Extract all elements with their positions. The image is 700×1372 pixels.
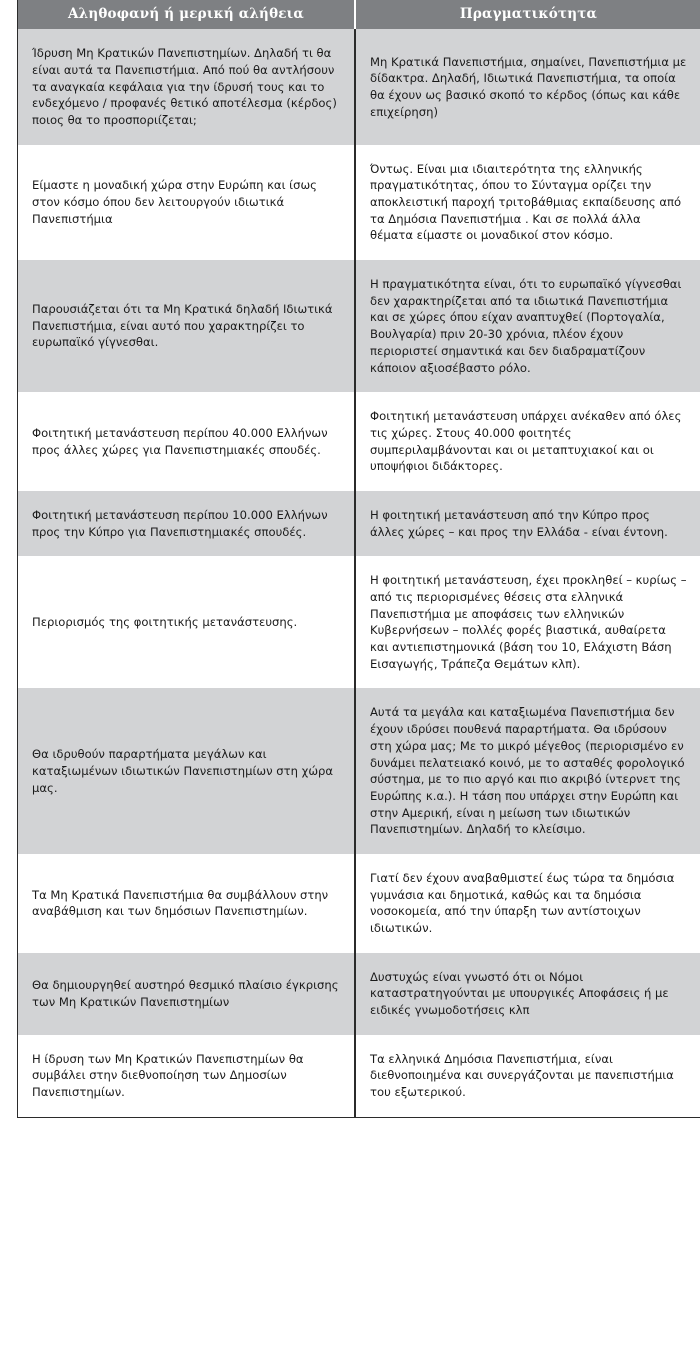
- row-claim-text: Φοιτητική μετανάστευση περίπου 10.000 Ελλήνων προς την Κύπρο για Πανεπιστημιακές σπουδές.: [32, 507, 328, 539]
- row-reality-text: Όντως. Είναι μια ιδιαιτερότητα της ελληνικής πραγματικότητας, όπου το Σύνταγμα ορίζει την αποκλειστική παροχή τριτοβάθμιας εκπαίδευσης από τα Δημόσια Πανεπιστήμια . Και σε πολλά άλλα θέματα είμαστε οι μοναδικοί στον κόσμο.: [370, 161, 682, 243]
- row-claim-text: Ίδρυση Μη Κρατικών Πανεπιστημίων. Δηλαδή τι θα είναι αυτά τα Πανεπιστήμια. Από πού θα αντλήσουν τα αναγκαία κεφάλαια για την ίδρυσή τους και το ενδεχόμενο / προφανές θετικό αποτέλεσμα (κέρδος) ποιος θα το προσποριίζεται;: [32, 46, 337, 127]
- row-claim-text: Περιορισμός της φοιτητικής μετανάστευσης.: [32, 615, 298, 630]
- row-reality-cell: [355, 392, 700, 491]
- table-row: [18, 145, 700, 260]
- table-row: [18, 953, 700, 1035]
- header-row: [18, 0, 700, 29]
- table-row: [18, 491, 700, 556]
- row-reality-cell: [355, 145, 700, 260]
- row-reality-text: Η φοιτητική μετανάστευση, έχει προκληθεί – κυρίως – από τις περιορισμένες θέσεις στα ελληνικά Πανεπιστήμια με αποφάσεις των ελληνικών Κυβερνήσεων – πολλές φορές βιαστικά, αυθαίρετα και αντιεπιστημονικά (βάση του 10, Ελάχιστη Βάση Εισαγωγής, Τράπεζα Θεμάτων κλπ).: [370, 573, 687, 671]
- row-claim-cell: [18, 953, 356, 1035]
- row-claim-cell: [18, 491, 356, 556]
- row-claim-text: Φοιτητική μετανάστευση περίπου 40.000 Ελλήνων προς άλλες χώρες για Πανεπιστημιακές σπουδές.: [32, 425, 328, 457]
- table-row: [18, 688, 700, 854]
- table-row: [18, 29, 700, 144]
- row-reality-cell: [355, 556, 700, 688]
- table-row: [18, 1035, 700, 1118]
- table-body: [18, 29, 700, 1117]
- row-claim-cell: [18, 688, 356, 854]
- comparison-table: [17, 0, 700, 1118]
- row-reality-cell: [355, 29, 700, 144]
- row-reality-cell: [355, 953, 700, 1035]
- row-reality-text: Μη Κρατικά Πανεπιστήμια, σημαίνει, Πανεπιστήμια με δίδακτρα. Δηλαδή, Ιδιωτικά Πανεπιστήμια, τα οποία θα έχουν ως βασικό σκοπό το κέρδος (όπως και κάθε επιχείρηση): [370, 54, 687, 119]
- row-claim-text: Θα δημιουργηθεί αυστηρό θεσμικό πλαίσιο έγκρισης των Μη Κρατικών Πανεπιστημίων: [32, 978, 339, 1009]
- row-claim-text: Είμαστε η μοναδική χώρα στην Ευρώπη και ίσως στον κόσμο όπου δεν λειτουργούν ιδιωτικά Πανεπιστήμια: [32, 178, 317, 226]
- table-row: [18, 260, 700, 392]
- row-reality-cell: [355, 1035, 700, 1118]
- row-reality-text: Η φοιτητική μετανάστευση από την Κύπρο προς άλλες χώρες – και προς την Ελλάδα - είναι έντονη.: [370, 507, 668, 539]
- row-reality-text: Δυστυχώς είναι γνωστό ότι οι Νόμοι καταστρατηγούνται με υπουργικές Αποφάσεις ή με ειδικές γνωμοδοτήσεις κλπ: [370, 969, 669, 1018]
- row-claim-cell: [18, 556, 356, 688]
- row-claim-cell: [18, 145, 356, 260]
- table-row: [18, 392, 700, 491]
- row-claim-text: Παρουσιάζεται ότι τα Μη Κρατικά δηλαδή Ιδιωτικά Πανεπιστήμια, είναι αυτό που χαρακτηρίζει το ευρωπαϊκό γίγνεσθαι.: [32, 302, 333, 350]
- row-claim-text: Τα Μη Κρατικά Πανεπιστήμια θα συμβάλλουν στην αναβάθμιση και των δημόσιων Πανεπιστημίων.: [32, 887, 329, 919]
- row-claim-cell: [18, 1035, 356, 1118]
- row-reality-text: Αυτά τα μεγάλα και καταξιωμένα Πανεπιστήμια δεν έχουν ιδρύσει πουθενά παραρτήματα. Θα ιδρύσουν στη χώρα μας; Με το μικρό μέγεθος (περιορισμένο εν δυνάμει πελατειακό κοινό, με το ασταθές φορολογικό σύστημα, με το πιο αργό και πιο ακριβό ίντερνετ της Ευρώπης κ.α.). Η τάση που υπάρχει στην Ευρώπη και στην Αμερική, είναι η μείωση των ιδιωτικών Πανεπιστημίων. Δηλαδή το κλείσιμο.: [370, 705, 685, 837]
- table-row: [18, 556, 700, 688]
- row-claim-cell: [18, 260, 356, 392]
- column-header-reality: Πραγματικότητα: [355, 0, 700, 29]
- row-reality-cell: [355, 688, 700, 854]
- row-claim-cell: [18, 854, 356, 953]
- table-row: [18, 854, 700, 953]
- row-reality-text: Η πραγματικότητα είναι, ότι το ευρωπαϊκό γίγνεσθαι δεν χαρακτηρίζεται από τα ιδιωτικά Πανεπιστήμια και σε χώρες όπου είχαν αναπτυχθεί (Πορτογαλία, Βουλγαρία) πριν 20-30 χρόνια, πλέον έχουν περιοριστεί σημαντικά και δεν διαδραματίζουν κάποιον αξιοσέβαστο ρόλο.: [370, 277, 682, 375]
- row-claim-cell: [18, 392, 356, 491]
- row-reality-text: Γιατί δεν έχουν αναβαθμιστεί έως τώρα τα δημόσια γυμνάσια και δημοτικά, καθώς και τα δημόσια νοσοκομεία, από την ύπαρξη των αντίστοιχων ιδιωτικών.: [370, 870, 675, 935]
- row-reality-text: Φοιτητική μετανάστευση υπάρχει ανέκαθεν από όλες τις χώρες. Στους 40.000 φοιτητές συμπεριλαμβάνονται και οι μεταπτυχιακοί και οι υποψήφιοι διδάκτορες.: [370, 409, 682, 474]
- table-header: [18, 0, 700, 29]
- row-claim-text: Η ίδρυση των Μη Κρατικών Πανεπιστημίων θα συμβάλει στην διεθνοποίηση των Δημοσίων Πανεπιστημίων.: [32, 1051, 304, 1100]
- row-reality-cell: [355, 854, 700, 953]
- row-reality-cell: [355, 260, 700, 392]
- row-claim-cell: [18, 29, 356, 144]
- row-claim-text: Θα ιδρυθούν παραρτήματα μεγάλων και καταξιωμένων ιδιωτικών Πανεπιστημίων στη χώρα μας.: [32, 747, 334, 795]
- row-reality-cell: [355, 491, 700, 556]
- column-header-claim: Αληθοφανή ή μερική αλήθεια: [18, 0, 356, 29]
- row-reality-text: Τα ελληνικά Δημόσια Πανεπιστήμια, είναι διεθνοποιημένα και συνεργάζονται με πανεπιστήμια του εξωτερικού.: [370, 1051, 674, 1100]
